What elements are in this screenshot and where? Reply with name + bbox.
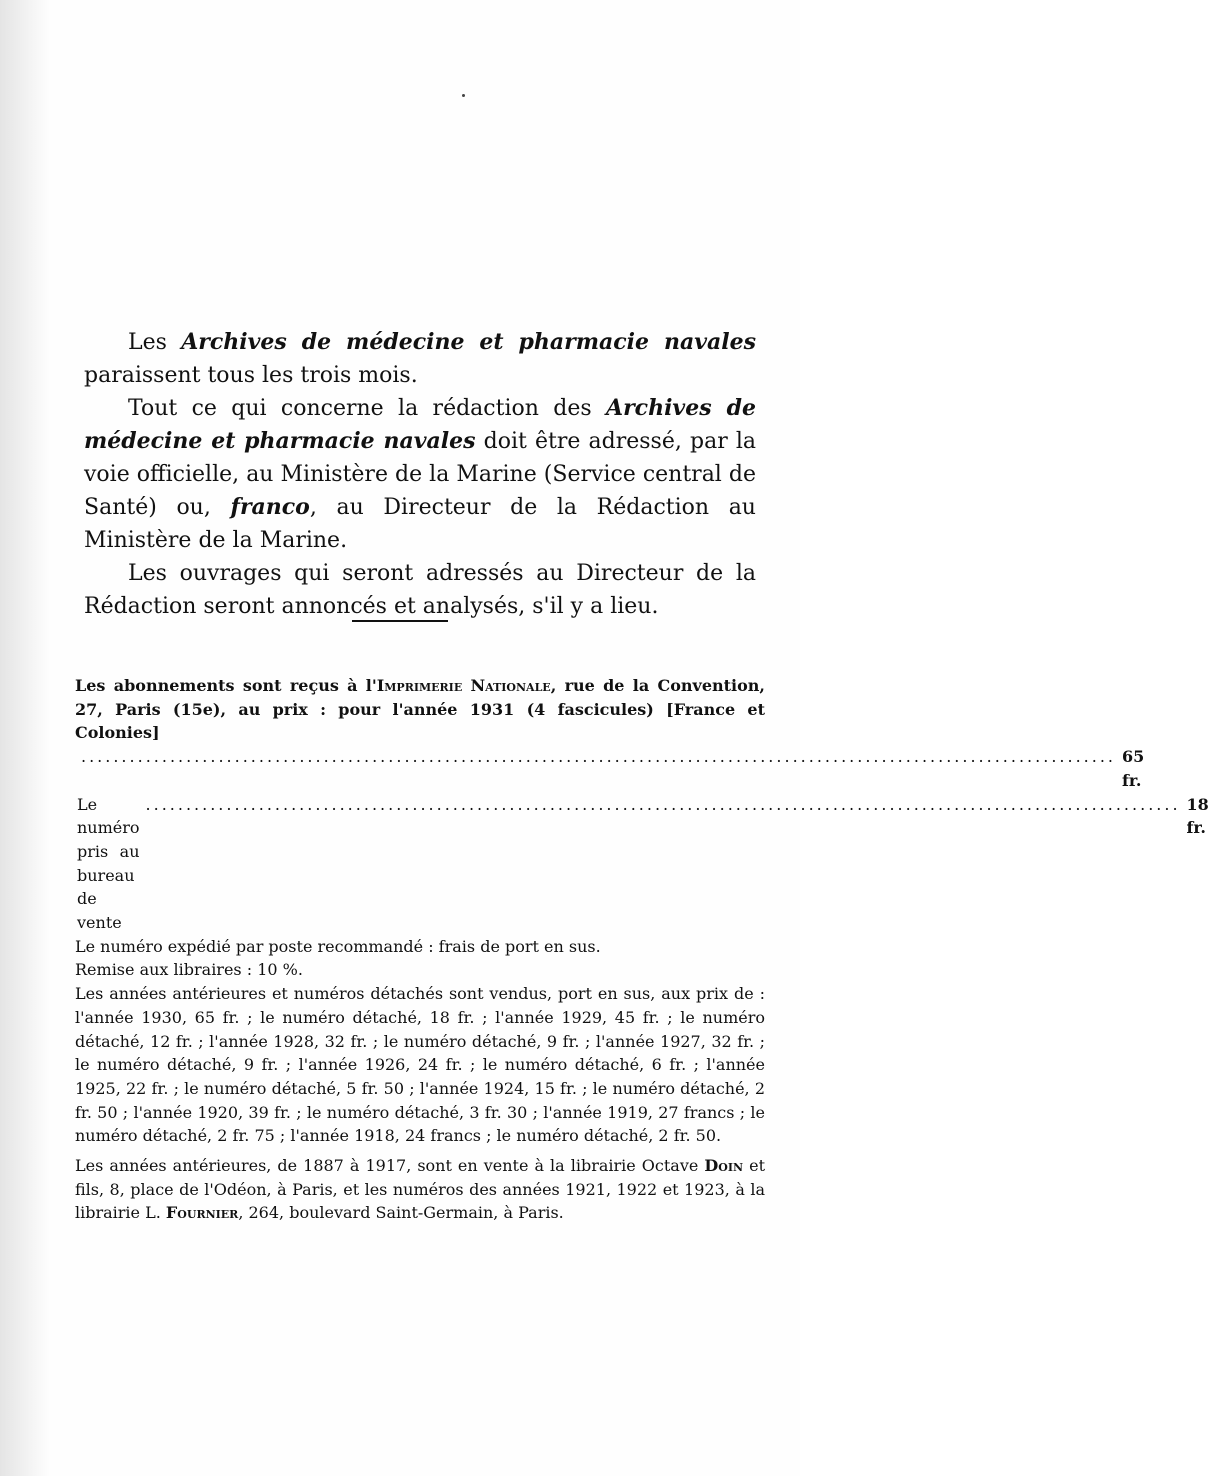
franco-word: franco: [230, 494, 310, 520]
subscription-section: [75, 674, 1209, 1225]
back-issues-prices: Les années antérieures et numéros détachés sont vendus, port en sus, aux prix de : l'année 1930, 65 fr. ; le numéro détaché, 18 fr. ; l'année 1929, 45 fr. ; le numéro détaché, 12 fr. ; l'année 1928, 32 fr. ; le numéro détaché, 9 fr. ; l'année 1927, 32 fr. ; le numéro détaché, 9 fr. ; l'année 1926, 24 fr. ; le numéro détaché, 6 fr. ; l'année 1925, 22 fr. ; le numéro détaché, 5 fr. 50 ; l'année 1924, 15 fr. ; le numéro détaché, 2 fr. 50 ; l'année 1920, 39 fr. ; le numéro détaché, 3 fr. 30 ; l'année 1919, 27 francs ; le numéro détaché, 2 fr. 75 ; l'année 1918, 24 francs ; le numéro détaché, 2 fr. 50.: [75, 984, 765, 1146]
dot-leader: ................................................................................................................................: [81, 747, 1116, 767]
doin-name: Doin: [704, 1156, 744, 1176]
older-years-paragraph: Les années antérieures, de 1887 à 1917, sont en vente à la librairie Octave Doin et fils, 8, place de l'Odéon, à Paris, et les numéros des années 1921, 1922 et 1923, à la librairie L. Fournier, 264, boulevard Saint-Germain, à Paris.: [75, 1156, 765, 1223]
section-divider: [352, 620, 448, 622]
subscription-paragraph: Les abonnements sont reçus à l'Imprimerie Nationale, rue de la Convention, 27, Paris (15e), au prix : pour l'année 1931 (4 fascicules) [France et Colonies]: [75, 676, 766, 743]
dot-leader: ................................................................................................................................: [145, 794, 1181, 814]
single-issue-label: Le numéro pris au bureau de vente: [77, 794, 140, 933]
scan-speck: [462, 94, 465, 97]
subscription-price-row: [75, 745, 1145, 792]
intro-paragraph-1: Les Archives de médecine et pharmacie navales paraissent tous les trois mois.: [84, 329, 756, 388]
annual-price: 65 fr.: [1122, 747, 1145, 790]
journal-title: Archives de médecine et pharmacie navales: [181, 329, 756, 355]
intro-section: [84, 326, 756, 623]
single-issue-row: [75, 793, 1209, 935]
bookseller-discount: Remise aux libraires : 10 %.: [75, 960, 303, 980]
intro-paragraph-2: Tout ce qui concerne la rédaction des Archives de médecine et pharmacie navales doit être adressé, par la voie officielle, au Ministère de la Marine (Service central de Santé) ou, franco, au Directeur de la Rédaction au Ministère de la Marine.: [84, 395, 757, 553]
intro-paragraph-3: Les ouvrages qui seront adressés au Directeur de la Rédaction seront annoncés et analysés, s'il y a lieu.: [84, 561, 756, 619]
journal-title: Archives de médecine et pharmacie navales: [84, 395, 756, 454]
fournier-name: Fournier: [165, 1203, 239, 1223]
single-issue-price: 18 fr.: [1186, 794, 1209, 838]
scan-edge-shadow: [0, 0, 50, 1476]
postage-note: Le numéro expédié par poste recommandé : frais de port en sus.: [75, 936, 601, 956]
imprimerie-name: Imprimerie Nationale: [376, 676, 551, 695]
